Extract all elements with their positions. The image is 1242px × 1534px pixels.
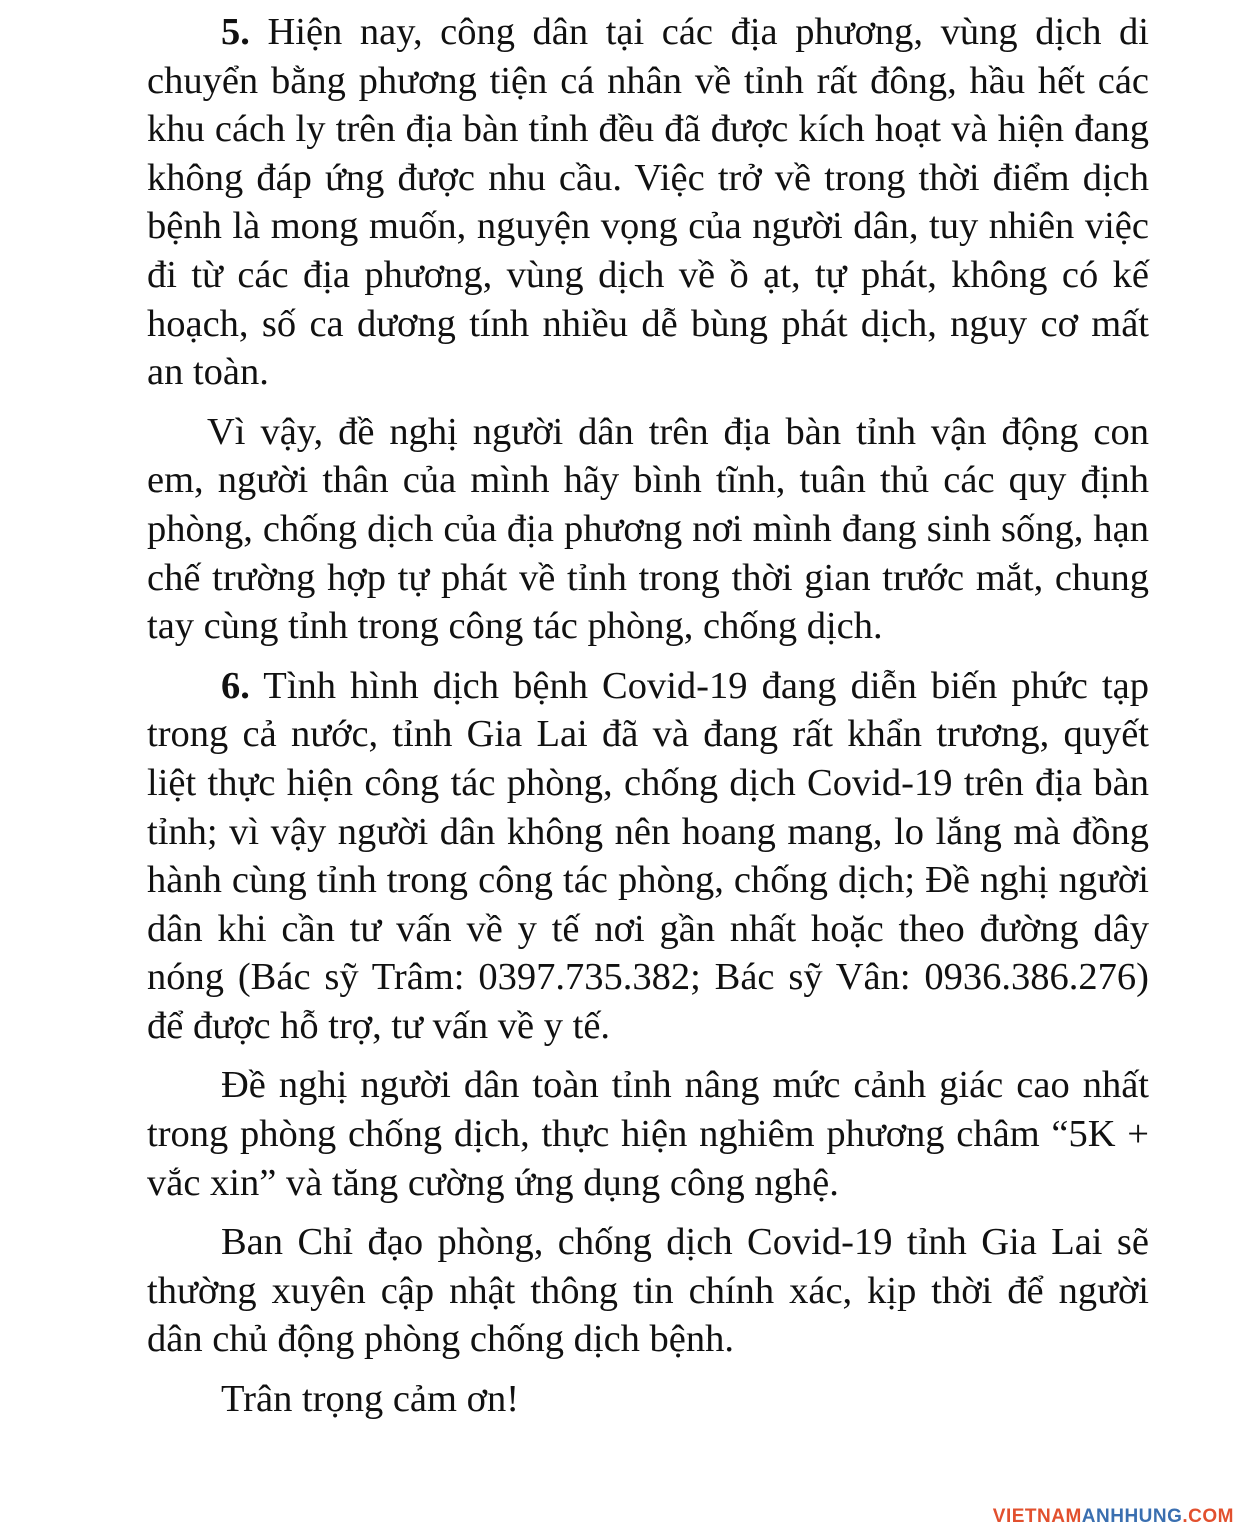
paragraph-text: Tình hình dịch bệnh Covid-19 đang diễn biến phức tạp trong cả nước, tỉnh Gia Lai đã và đang rất khẩn trương, quyết liệt thực hiện công tác phòng, chống dịch Covid-19 trên địa bàn tỉnh; vì vậy người dân không nên hoang mang, lo lắng mà đồng hành cùng tỉnh trong công tác phòng, chống dịch; Đề nghị người dân khi cần tư vấn về y tế nơi gần nhất hoặc theo đường dây nóng (Bác sỹ Trâm: 0397.735.382; Bác sỹ Vân: 0936.386.276) để được hỗ trợ, tư vấn về y tế. (147, 664, 1149, 1047)
paragraph-number: 6. (221, 664, 250, 707)
watermark-part2: ANHHUNG (1081, 1506, 1183, 1527)
paragraph-text: Trân trọng cảm ơn! (221, 1378, 520, 1421)
paragraph-number: 5. (221, 11, 250, 53)
document-body (147, 8, 1149, 1424)
paragraph-6 (147, 662, 1149, 1051)
watermark-logo (993, 1506, 1234, 1528)
watermark-part1: VIETNAM (992, 1506, 1082, 1527)
paragraph-text: Vì vậy, đề nghị người dân trên địa bàn tỉnh vận động con em, người thân của mình hãy bình tĩnh, tuân thủ các quy định phòng, chống dịch của địa phương nơi mình đang sinh sống, hạn chế trường hợp tự phát về tỉnh trong thời gian trước mắt, chung tay cùng tỉnh trong công tác phòng, chống dịch. (147, 410, 1149, 648)
closing-thanks (147, 1375, 1149, 1424)
watermark-part3: .COM (1182, 1506, 1234, 1527)
paragraph-5 (147, 8, 1149, 397)
paragraph-recommendation (147, 408, 1149, 651)
paragraph-vigilance (147, 1061, 1149, 1207)
paragraph-text: Ban Chỉ đạo phòng, chống dịch Covid-19 tỉnh Gia Lai sẽ thường xuyên cập nhật thông tin chính xác, kịp thời để người dân chủ động phòng chống dịch bệnh. (147, 1221, 1149, 1361)
paragraph-steering-committee (147, 1218, 1149, 1364)
paragraph-text: Đề nghị người dân toàn tỉnh nâng mức cảnh giác cao nhất trong phòng chống dịch, thực hiện nghiêm phương châm “5K + vắc xin” và tăng cường ứng dụng công nghệ. (147, 1064, 1149, 1204)
paragraph-text: Hiện nay, công dân tại các địa phương, vùng dịch di chuyển bằng phương tiện cá nhân về tỉnh rất đông, hầu hết các khu cách ly trên địa bàn tỉnh đều đã được kích hoạt và hiện đang không đáp ứng được nhu cầu. Việc trở về trong thời điểm dịch bệnh là mong muốn, nguyện vọng của người dân, tuy nhiên việc đi từ các địa phương, vùng dịch về ồ ạt, tự phát, không có kế hoạch, số ca dương tính nhiều dễ bùng phát dịch, nguy cơ mất an toàn. (147, 11, 1149, 394)
